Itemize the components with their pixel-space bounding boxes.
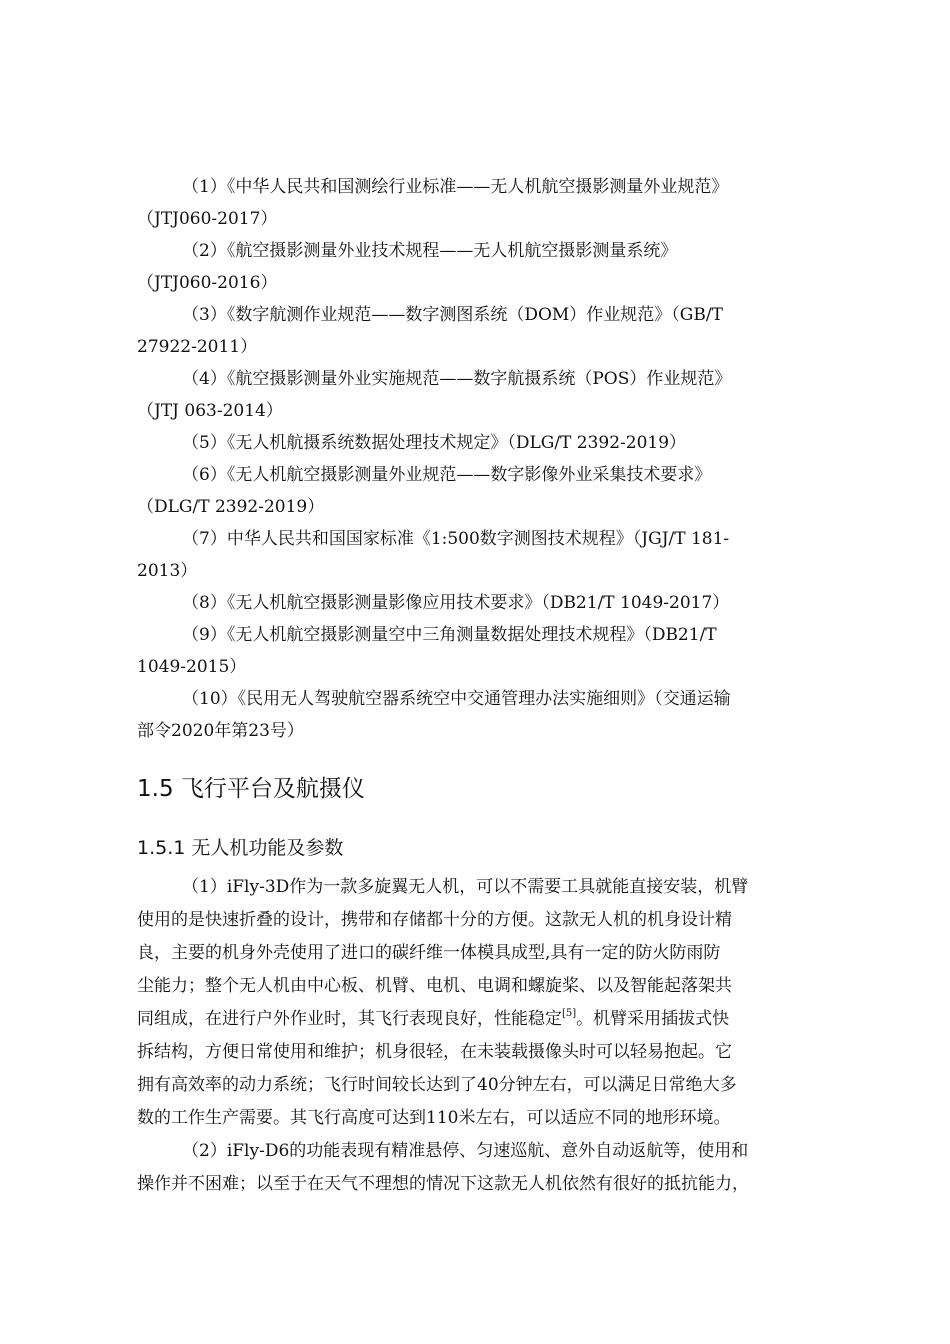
reference-line: （5）《无人机航摄系统数据处理技术规定》（DLG/T 2392-2019） — [182, 433, 687, 453]
reference-line: （JTJ 063-2014） — [137, 401, 283, 421]
reference-item — [137, 235, 731, 299]
reference-item — [137, 587, 731, 619]
reference-item — [137, 523, 731, 587]
paragraph-text: 。机臂采用插拔式快 — [576, 1009, 730, 1029]
reference-line: （1）《中华人民共和国测绘行业标准——无人机航空摄影测量外业规范》 — [182, 177, 729, 197]
paragraph-line: 尘能力；整个无人机由中心板、机臂、电机、电调和螺旋桨、以及智能起落架共 — [137, 976, 732, 996]
body-text — [137, 871, 749, 1201]
reference-line: 1049-2015） — [137, 657, 247, 677]
citation: [5] — [562, 1008, 577, 1019]
reference-line: （DLG/T 2392-2019） — [137, 497, 325, 517]
reference-line: （8）《无人机航空摄影测量影像应用技术要求》（DB21/T 1049-2017） — [182, 593, 730, 613]
paragraph-line: （2）iFly-D6的功能表现有精准悬停、匀速巡航、意外自动返航等，使用和 — [182, 1141, 749, 1161]
reference-line: （7）中华人民共和国国家标准《1:500数字测图技术规程》（JGJ/T 181- — [182, 529, 730, 549]
reference-item — [137, 171, 731, 235]
reference-line: 部令2020年第23号） — [137, 721, 304, 741]
paragraph-line: 数的工作生产需要。其飞行高度可达到110米左右，可以适应不同的地形环境。 — [137, 1108, 731, 1128]
paragraph-text: 同组成，在进行户外作业时，其飞行表现良好，性能稳定 — [137, 1009, 562, 1029]
reference-item — [137, 619, 731, 683]
section-heading: 1.5 飞行平台及航摄仪 — [137, 776, 365, 802]
reference-line: 2013） — [137, 561, 198, 581]
reference-line: （10）《民用无人驾驶航空器系统空中交通管理办法实施细则》（交通运输 — [182, 689, 731, 709]
reference-item — [137, 363, 731, 427]
paragraph-line: 良，主要的机身外壳使用了进口的碳纤维一体模具成型,具有一定的防火防雨防 — [137, 943, 721, 963]
paragraph-line: 拥有高效率的动力系统；飞行时间较长达到了40分钟左右，可以满足日常绝大多 — [137, 1075, 737, 1095]
reference-item — [137, 459, 731, 523]
reference-line: （JTJ060-2017） — [137, 209, 278, 229]
reference-line: 27922-2011） — [137, 337, 258, 357]
reference-item — [137, 427, 731, 459]
reference-item — [137, 299, 731, 363]
subsection-heading: 1.5.1 无人机功能及参数 — [137, 837, 344, 859]
reference-line: （6）《无人机航空摄影测量外业规范——数字影像外业采集技术要求》 — [182, 465, 712, 485]
reference-line: （9）《无人机航空摄影测量空中三角测量数据处理技术规程》（DB21/T — [182, 625, 717, 645]
paragraph-line: 拆结构，方便日常使用和维护；机身很轻，在未装载摄像头时可以轻易抱起。它 — [137, 1042, 732, 1062]
paragraph-line: （1）iFly-3D作为一款多旋翼无人机，可以不需要工具就能直接安装，机臂 — [182, 877, 749, 897]
reference-line: （4）《航空摄影测量外业实施规范——数字航摄系统（POS）作业规范》 — [182, 369, 732, 389]
reference-list — [137, 171, 731, 747]
paragraph-line: 使用的是快速折叠的设计，携带和存储都十分的方便。这款无人机的机身设计精 — [137, 910, 732, 930]
reference-item — [137, 683, 731, 747]
reference-line: （2）《航空摄影测量外业技术规程——无人机航空摄影测量系统》 — [182, 241, 678, 261]
paragraph-line — [137, 1003, 749, 1036]
paragraph-line: 操作并不困难；以至于在天气不理想的情况下这款无人机依然有很好的抵抗能力， — [137, 1174, 749, 1194]
reference-line: （3）《数字航测作业规范——数字测图系统（DOM）作业规范》（GB/T — [182, 305, 723, 325]
reference-line: （JTJ060-2016） — [137, 273, 278, 293]
